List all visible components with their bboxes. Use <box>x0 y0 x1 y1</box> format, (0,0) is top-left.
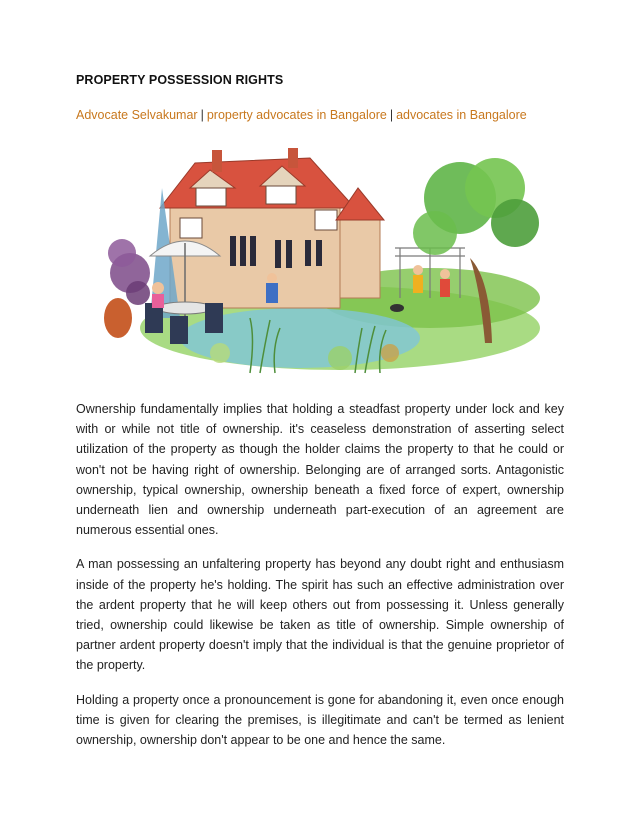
page-title: PROPERTY POSSESSION RIGHTS <box>76 73 284 87</box>
related-links <box>76 108 527 122</box>
paragraph-1: Ownership fundamentally implies that holding a steadfast property under lock and key with or while not title of ownership. it's ceaseless demonstration of asserting select utilization of the property as though the holder claims the property to that he could or won't not be having right of ownership. Belonging are of arranged sorts. Antagonistic ownership, typical ownership, ownership beneath a fixed force of expert, ownership underneath lien and ownership underneath part-execution of an agreement are numerous essential ones. <box>76 402 564 538</box>
link-advocates-bangalore[interactable]: advocates in Bangalore <box>396 108 527 122</box>
link-separator: | <box>200 108 204 122</box>
link-separator: | <box>389 108 394 122</box>
paragraph-3: Holding a property once a pronouncement is gone for abandoning it, even once enough time is given for clearing the premises, is illegitimate and can't be termed as lenient ownership, ownership don't appear to be one and hence the same. <box>76 692 564 748</box>
link-property-advocates-bangalore[interactable]: property advocates in Bangalore <box>206 108 387 122</box>
link-advocate-selvakumar[interactable]: Advocate Selvakumar <box>76 108 198 122</box>
house-garden-illustration <box>100 148 540 376</box>
article-body <box>76 399 564 764</box>
paragraph-2: A man possessing an unfaltering property has beyond any doubt right and enthusiasm inside of the property he's holding. The spirit has such an effective administration over the ardent property that he will keep others out from possessing it. Unless generally tried, ownership could likewise be taken as title of ownership. Simple ownership of partner ardent property doesn't imply that the individual is that the genuine proprietor of the property. <box>76 557 564 673</box>
